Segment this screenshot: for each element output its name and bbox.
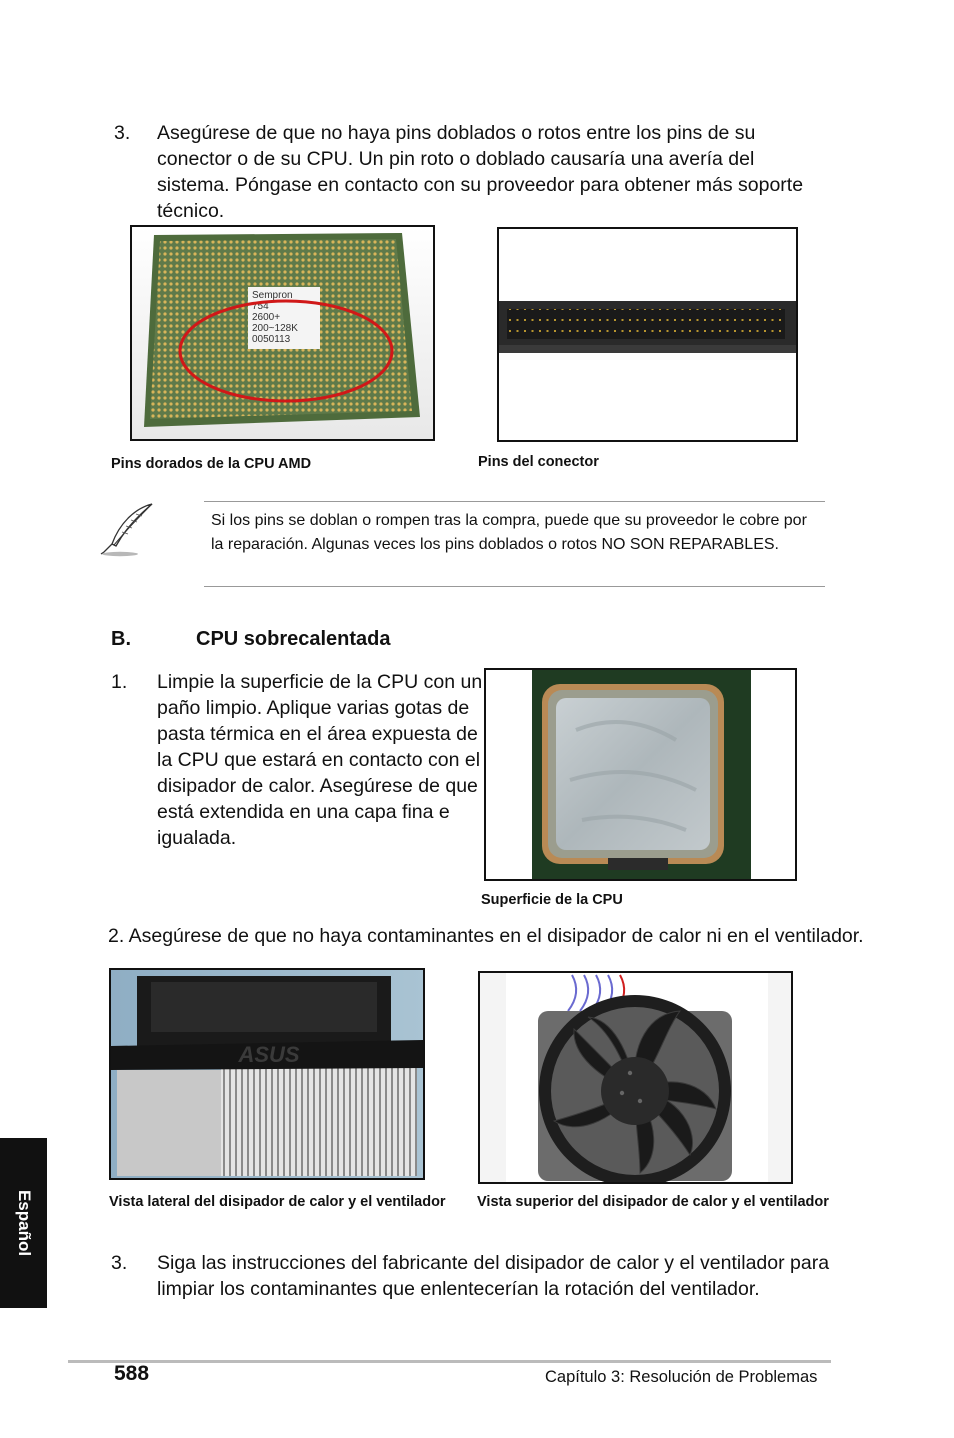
step-number: 1. bbox=[111, 671, 128, 693]
feather-pen-icon bbox=[98, 500, 158, 558]
note-bottom-rule bbox=[204, 586, 825, 587]
photo-caption: Vista lateral del disipador de calor y el ventilador bbox=[109, 1194, 446, 1210]
photo-caption: Vista superior del disipador de calor y el ventilador bbox=[477, 1194, 829, 1210]
step-text: Asegúrese de que no haya pins doblados o rotos entre los pins de su conector o de su CPU. Un pin roto o doblado causaría una avería del sistema. Póngase en contacto con su proveedor para obtener más soporte técnico. bbox=[157, 122, 804, 222]
step-text: Limpie la superficie de la CPU con un paño limpio. Aplique varias gotas de pasta térmica en el área expuesta de la CPU que estará en contacto con el disipador de calor. Asegúrese de que está extendida en una capa fina e igualada. bbox=[157, 671, 483, 849]
cpu-label-line: Sempron bbox=[252, 290, 293, 301]
language-tab-label: Español bbox=[14, 1189, 34, 1257]
photo-caption: Pins dorados de la CPU AMD bbox=[111, 456, 312, 472]
step-number: 3. bbox=[114, 122, 131, 144]
chapter-title: Capítulo 3: Resolución de Problemas bbox=[545, 1368, 818, 1386]
heatsink-top-photo bbox=[478, 971, 793, 1184]
footer-rule bbox=[68, 1360, 831, 1363]
cpu-label-line: 754 bbox=[252, 301, 269, 312]
language-tab bbox=[0, 1138, 47, 1308]
cpu-label-line: 200~128K bbox=[252, 323, 298, 334]
connector-pins-photo bbox=[497, 227, 798, 442]
page-number: 588 bbox=[114, 1362, 150, 1385]
note-text: Si los pins se doblan o rompen tras la compra, puede que su proveedor le cobre por la reparación. Algunas veces los pins doblados o rotos NO SON REPARABLES. bbox=[211, 512, 807, 553]
cpu-label-line: 0050113 bbox=[252, 334, 291, 345]
asus-logo: ASUS bbox=[238, 1042, 300, 1067]
amd-cpu-pins-photo bbox=[130, 225, 435, 441]
photo-caption: Pins del conector bbox=[478, 454, 599, 470]
step-text: Siga las instrucciones del fabricante del disipador de calor y el ventilador para limpiar los contaminantes que enlentecerían la rotación del ventilador. bbox=[157, 1252, 830, 1300]
cpu-surface-photo bbox=[484, 668, 797, 881]
photo-caption: Superficie de la CPU bbox=[481, 892, 623, 908]
heatsink-side-photo bbox=[109, 968, 425, 1180]
section-letter: B. bbox=[111, 628, 131, 650]
step-number: 3. bbox=[111, 1252, 128, 1274]
step-text: 2. Asegúrese de que no haya contaminantes en el disipador de calor ni en el ventilador. bbox=[108, 925, 864, 947]
note-top-rule bbox=[204, 501, 825, 502]
section-title: CPU sobrecalentada bbox=[196, 628, 391, 650]
cpu-label-line: 2600+ bbox=[252, 312, 281, 323]
